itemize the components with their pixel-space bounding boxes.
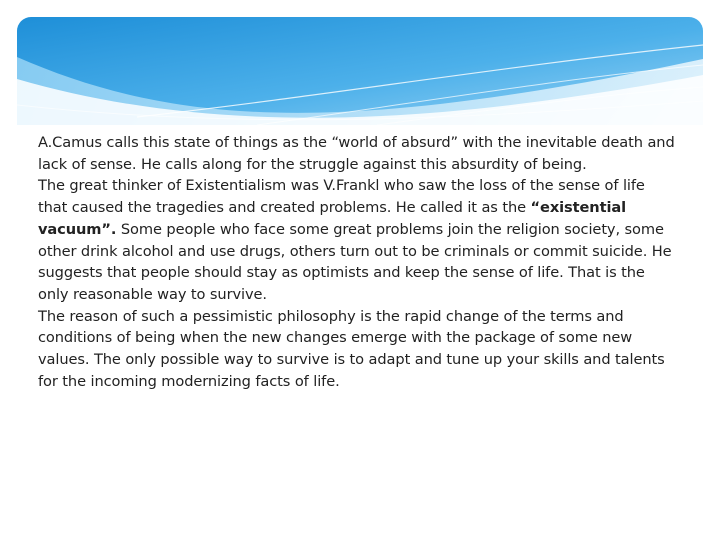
paragraph-frankl — [38, 175, 678, 305]
body-text — [38, 132, 678, 392]
banner-wave-graphic — [17, 17, 703, 125]
paragraph-pessimistic-philosophy: The reason of such a pessimistic philosophy is the rapid change of the terms and conditions of being when the new changes emerge with the package of some new values. The only possible way to survive is to adapt and tune up your skills and talents for the incoming modernizing facts of life. — [38, 307, 665, 390]
paragraph-frankl-rest: Some people who face some great problems join the religion society, some other drink alcohol and use drugs, others turn out to be criminals or commit suicide. He suggests that people should stay as optimists and keep the sense of life. That is the only reasonable way to survive. — [38, 220, 672, 303]
paragraph-camus: A.Camus calls this state of things as the “world of absurd” with the inevitable death and lack of sense. He calls along for the struggle against this absurdity of being. — [38, 134, 675, 173]
paragraph-frankl-intro: The great thinker of Existentialism was V.Frankl who saw the loss of the sense of life that caused the tragedies and created problems. He called it as the — [38, 177, 645, 217]
header-banner — [17, 17, 703, 125]
existential-vacuum-term: “existential vacuum”. — [38, 199, 627, 238]
